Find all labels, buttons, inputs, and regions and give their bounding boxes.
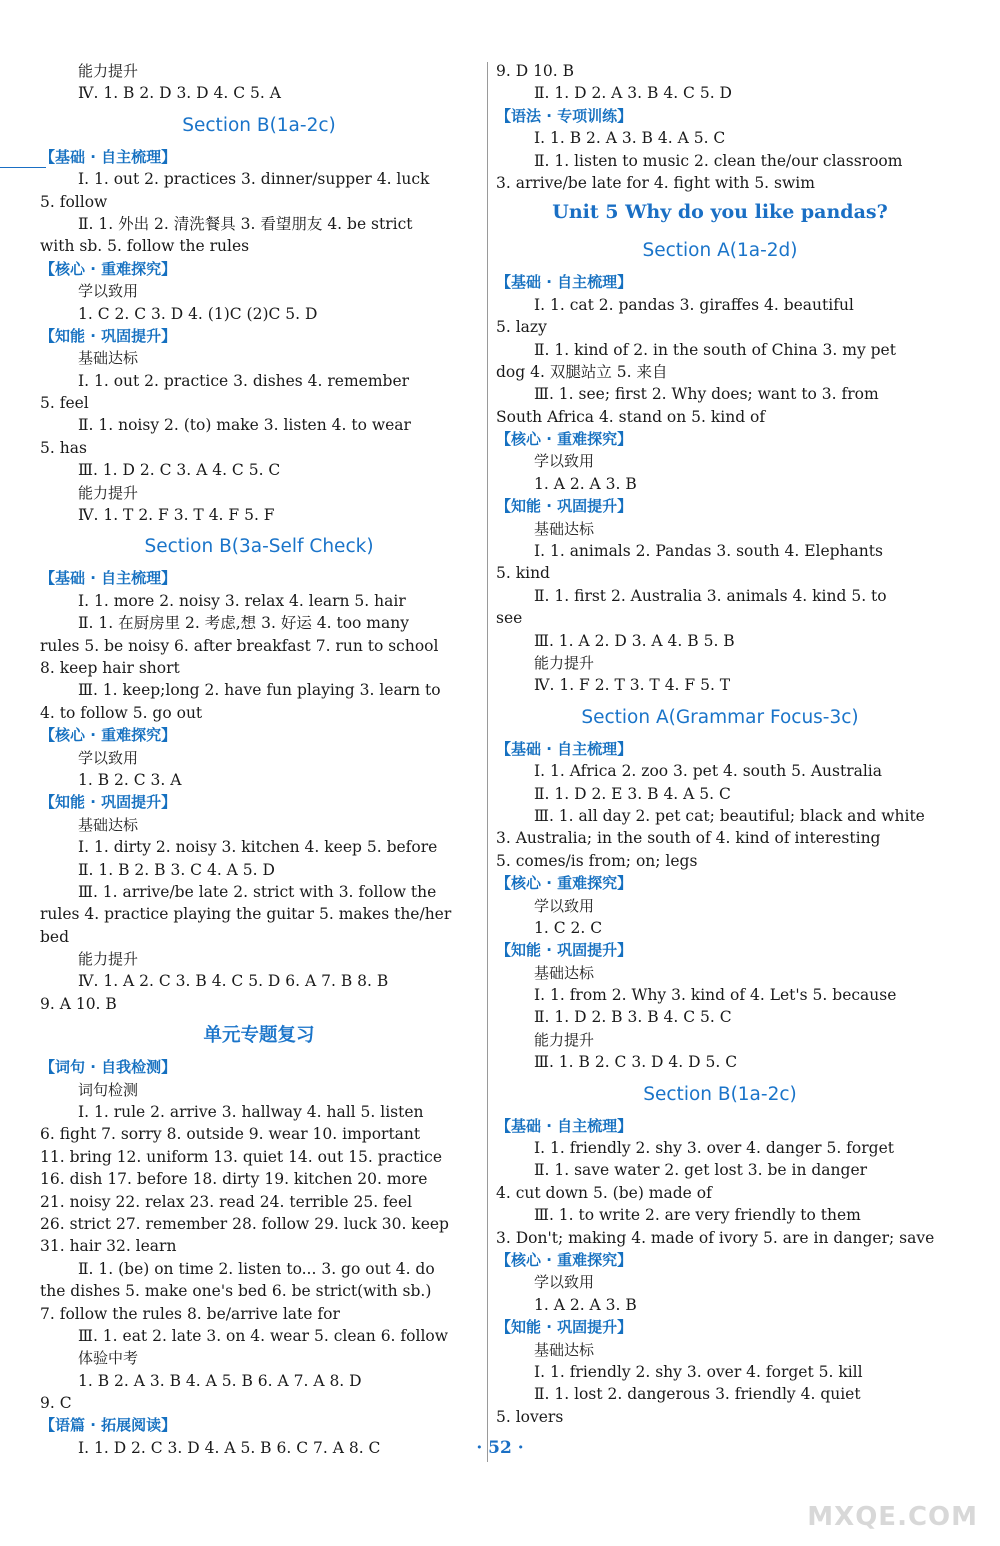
answer-line: rules 5. be noisy 6. after breakfast 7. run to school <box>40 636 439 655</box>
answer-line: 3. Australia; in the south of 4. kind of interesting <box>496 829 881 848</box>
section-tag: 【知能 · 巩固提升】 <box>496 941 633 960</box>
answer-line: Ⅰ. 1. out 2. practice 3. dishes 4. remember <box>78 371 410 390</box>
answer-line: Ⅱ. 1. D 2. B 3. B 4. C 5. C <box>534 1008 732 1027</box>
answer-line: 26. strict 27. remember 28. follow 29. luck 30. keep <box>40 1214 449 1233</box>
section-tag: 【知能 · 巩固提升】 <box>496 1318 633 1337</box>
answer-line: Ⅰ. 1. Africa 2. zoo 3. pet 4. south 5. Australia <box>534 762 883 781</box>
subsection-label: 基础达标 <box>78 349 139 368</box>
answer-line: 1. A 2. A 3. B <box>534 474 637 493</box>
subsection-label: 基础达标 <box>78 815 139 834</box>
section-tag: 【核心 · 重难探究】 <box>40 259 177 278</box>
answer-line: 5. kind <box>496 564 550 583</box>
answer-line: 3. arrive/be late for 4. fight with 5. swim <box>496 173 815 192</box>
answer-line: dog 4. 双腿站立 5. 来自 <box>496 362 668 381</box>
answer-line: Ⅳ. 1. F 2. T 3. T 4. F 5. T <box>534 676 731 695</box>
section-tag: 【语法 · 专项训练】 <box>496 106 633 125</box>
answer-line: Ⅲ. 1. arrive/be late 2. strict with 3. follow the <box>78 882 437 901</box>
section-title: Section B(1a-2c) <box>643 1083 797 1105</box>
subsection-label: 学以致用 <box>78 748 139 767</box>
subsection-label: 学以致用 <box>534 1273 595 1292</box>
answer-line: Ⅰ. 1. friendly 2. shy 3. over 4. forget 5. kill <box>534 1362 863 1381</box>
subsection-label: 基础达标 <box>534 1340 595 1359</box>
answer-line: 1. C 2. C 3. D 4. (1)C (2)C 5. D <box>78 304 318 323</box>
answer-line: 21. noisy 22. relax 23. read 24. terrible 25. feel <box>40 1192 413 1211</box>
answer-line: 5. follow <box>40 192 108 211</box>
section-tag: 【语篇 · 拓展阅读】 <box>40 1416 177 1435</box>
subsection-label: 词句检测 <box>78 1080 139 1099</box>
answer-line: Ⅰ. 1. B 2. A 3. B 4. A 5. C <box>534 129 726 148</box>
answer-line: Ⅱ. 1. B 2. B 3. C 4. A 5. D <box>78 860 275 879</box>
answer-line: Ⅱ. 1. D 2. A 3. B 4. C 5. D <box>534 84 732 103</box>
subsection-label: 能力提升 <box>534 1030 595 1049</box>
section-tag: 【知能 · 巩固提升】 <box>40 326 177 345</box>
answer-line: 9. A 10. B <box>40 994 117 1013</box>
answer-line: Ⅲ. 1. eat 2. late 3. on 4. wear 5. clean 6. follow <box>78 1326 448 1345</box>
section-title: 单元专题复习 <box>203 1025 315 1047</box>
section-tag: 【核心 · 重难探究】 <box>496 874 633 893</box>
answer-line: Ⅰ. 1. friendly 2. shy 3. over 4. danger 5. forget <box>534 1139 894 1158</box>
subsection-label: 能力提升 <box>78 62 139 80</box>
subsection-label: 体验中考 <box>78 1349 139 1368</box>
unit-title: Unit 5 Why do you like pandas? <box>552 201 888 224</box>
section-tag: 【核心 · 重难探究】 <box>496 430 633 449</box>
answer-line: Ⅰ. 1. animals 2. Pandas 3. south 4. Elephants <box>534 542 883 561</box>
subsection-label: 能力提升 <box>78 950 139 969</box>
section-tag: 【核心 · 重难探究】 <box>40 726 177 745</box>
answer-line: Ⅱ. 1. kind of 2. in the south of China 3. my pet <box>534 340 896 359</box>
subsection-label: 基础达标 <box>534 963 595 982</box>
answer-line: Ⅰ. 1. rule 2. arrive 3. hallway 4. hall 5. listen <box>78 1103 424 1122</box>
answer-line: 8. keep hair short <box>40 658 180 677</box>
answer-line: see <box>496 609 523 628</box>
answer-line: Ⅲ. 1. B 2. C 3. D 4. D 5. C <box>534 1053 738 1072</box>
subsection-label: 学以致用 <box>534 452 595 471</box>
answer-line: 1. C 2. C <box>534 918 603 937</box>
subsection-label: 学以致用 <box>78 282 139 301</box>
left-column <box>40 60 478 1459</box>
answer-line: Ⅳ. 1. A 2. C 3. B 4. C 5. D 6. A 7. B 8. B <box>78 972 389 991</box>
answer-line: with sb. 5. follow the rules <box>40 237 250 256</box>
subsection-label: 能力提升 <box>78 483 139 502</box>
answer-line: South Africa 4. stand on 5. kind of <box>496 407 766 426</box>
answer-line: 4. to follow 5. go out <box>40 703 203 722</box>
answer-line: Ⅲ. 1. see; first 2. Why does; want to 3. from <box>534 385 879 404</box>
answer-line: Ⅱ. 1. first 2. Australia 3. animals 4. kind 5. to <box>534 586 887 605</box>
answer-line: Ⅱ. 1. D 2. E 3. B 4. A 5. C <box>534 784 731 803</box>
watermark: MXQE.COM <box>807 1502 978 1532</box>
section-tag: 【知能 · 巩固提升】 <box>40 793 177 812</box>
answer-line: 5. lovers <box>496 1407 564 1426</box>
column-divider <box>487 62 488 1462</box>
answer-line: Ⅳ. 1. B 2. D 3. D 4. C 5. A <box>78 84 281 103</box>
answer-line: Ⅳ. 1. T 2. F 3. T 4. F 5. F <box>78 506 275 525</box>
answer-line: 7. follow the rules 8. be/arrive late for <box>40 1304 340 1323</box>
subsection-label: 学以致用 <box>534 896 595 915</box>
answer-line: 9. D 10. B <box>496 62 575 80</box>
section-tag: 【核心 · 重难探究】 <box>496 1250 633 1269</box>
answer-line: Ⅱ. 1. (be) on time 2. listen to... 3. go out 4. do <box>78 1259 435 1278</box>
section-tag: 【基础 · 自主梳理】 <box>496 273 633 292</box>
answer-line: 5. has <box>40 438 87 457</box>
answer-line: 6. fight 7. sorry 8. outside 9. wear 10. important <box>40 1125 421 1144</box>
section-tag: 【基础 · 自主梳理】 <box>496 1116 633 1135</box>
answer-line: Ⅱ. 1. noisy 2. (to) make 3. listen 4. to wear <box>78 416 411 435</box>
answer-line: Ⅰ. 1. D 2. C 3. D 4. A 5. B 6. C 7. A 8. C <box>78 1438 381 1457</box>
section-tag: 【词句 · 自我检测】 <box>40 1058 177 1077</box>
answer-line: bed <box>40 927 70 946</box>
answer-line: Ⅲ. 1. A 2. D 3. A 4. B 5. B <box>534 631 735 650</box>
answer-line: Ⅲ. 1. keep;long 2. have fun playing 3. learn to <box>78 681 441 700</box>
section-tag: 【知能 · 巩固提升】 <box>496 497 633 516</box>
answer-line: 5. comes/is from; on; legs <box>496 851 698 870</box>
answer-line: Ⅱ. 1. save water 2. get lost 3. be in danger <box>534 1161 868 1180</box>
answer-line: Ⅱ. 1. listen to music 2. clean the/our classroom <box>534 151 903 170</box>
answer-line: Ⅰ. 1. more 2. noisy 3. relax 4. learn 5. hair <box>78 591 406 610</box>
right-column <box>496 60 944 1428</box>
answer-line: Ⅲ. 1. D 2. C 3. A 4. C 5. C <box>78 461 281 480</box>
answer-line: 11. bring 12. uniform 13. quiet 14. out 15. practice <box>40 1147 442 1166</box>
answer-line: 31. hair 32. learn <box>40 1237 177 1256</box>
answer-line: 16. dish 17. before 18. dirty 19. kitchen 20. more <box>40 1170 428 1189</box>
answer-line: Ⅰ. 1. out 2. practices 3. dinner/supper 4. luck <box>78 170 430 189</box>
answer-line: 9. C <box>40 1394 72 1413</box>
subsection-label: 基础达标 <box>534 519 595 538</box>
section-title: Section B(3a-Self Check) <box>144 536 374 558</box>
section-title: Section A(Grammar Focus-3c) <box>581 706 859 728</box>
answer-line: Ⅰ. 1. dirty 2. noisy 3. kitchen 4. keep 5. before <box>78 838 438 857</box>
answer-line: Ⅱ. 1. 在厨房里 2. 考虑,想 3. 好运 4. too many <box>78 614 409 633</box>
answer-line: Ⅰ. 1. from 2. Why 3. kind of 4. Let's 5. because <box>534 986 897 1005</box>
section-tag: 【基础 · 自主梳理】 <box>496 739 633 758</box>
answer-line: 1. B 2. C 3. A <box>78 770 182 789</box>
answer-line: Ⅱ. 1. 外出 2. 清洗餐具 3. 看望朋友 4. be strict <box>78 214 413 233</box>
answer-line: rules 4. practice playing the guitar 5. makes the/her <box>40 905 452 924</box>
page-number: · 52 · <box>476 1438 524 1458</box>
answer-line: Ⅲ. 1. to write 2. are very friendly to them <box>534 1206 861 1225</box>
answer-line: the dishes 5. make one's bed 6. be strict(with sb.) <box>40 1282 432 1301</box>
answer-line: 3. Don't; making 4. made of ivory 5. are in danger; save <box>496 1228 935 1247</box>
answer-line: 4. cut down 5. (be) made of <box>496 1183 712 1202</box>
answer-line: Ⅲ. 1. all day 2. pet cat; beautiful; black and white <box>534 806 925 825</box>
answer-line: 5. feel <box>40 394 89 413</box>
answer-line: Ⅱ. 1. lost 2. dangerous 3. friendly 4. quiet <box>534 1385 861 1404</box>
answer-line: Ⅰ. 1. cat 2. pandas 3. giraffes 4. beautiful <box>534 295 854 314</box>
subsection-label: 能力提升 <box>534 653 595 672</box>
answer-line: 1. B 2. A 3. B 4. A 5. B 6. A 7. A 8. D <box>78 1371 362 1390</box>
section-tag: 【基础 · 自主梳理】 <box>40 569 177 588</box>
section-tag: 【基础 · 自主梳理】 <box>40 147 177 166</box>
section-title: Section B(1a-2c) <box>182 114 336 136</box>
answer-line: 5. lazy <box>496 318 547 337</box>
section-title: Section A(1a-2d) <box>642 240 798 262</box>
answer-line: 1. A 2. A 3. B <box>534 1295 637 1314</box>
